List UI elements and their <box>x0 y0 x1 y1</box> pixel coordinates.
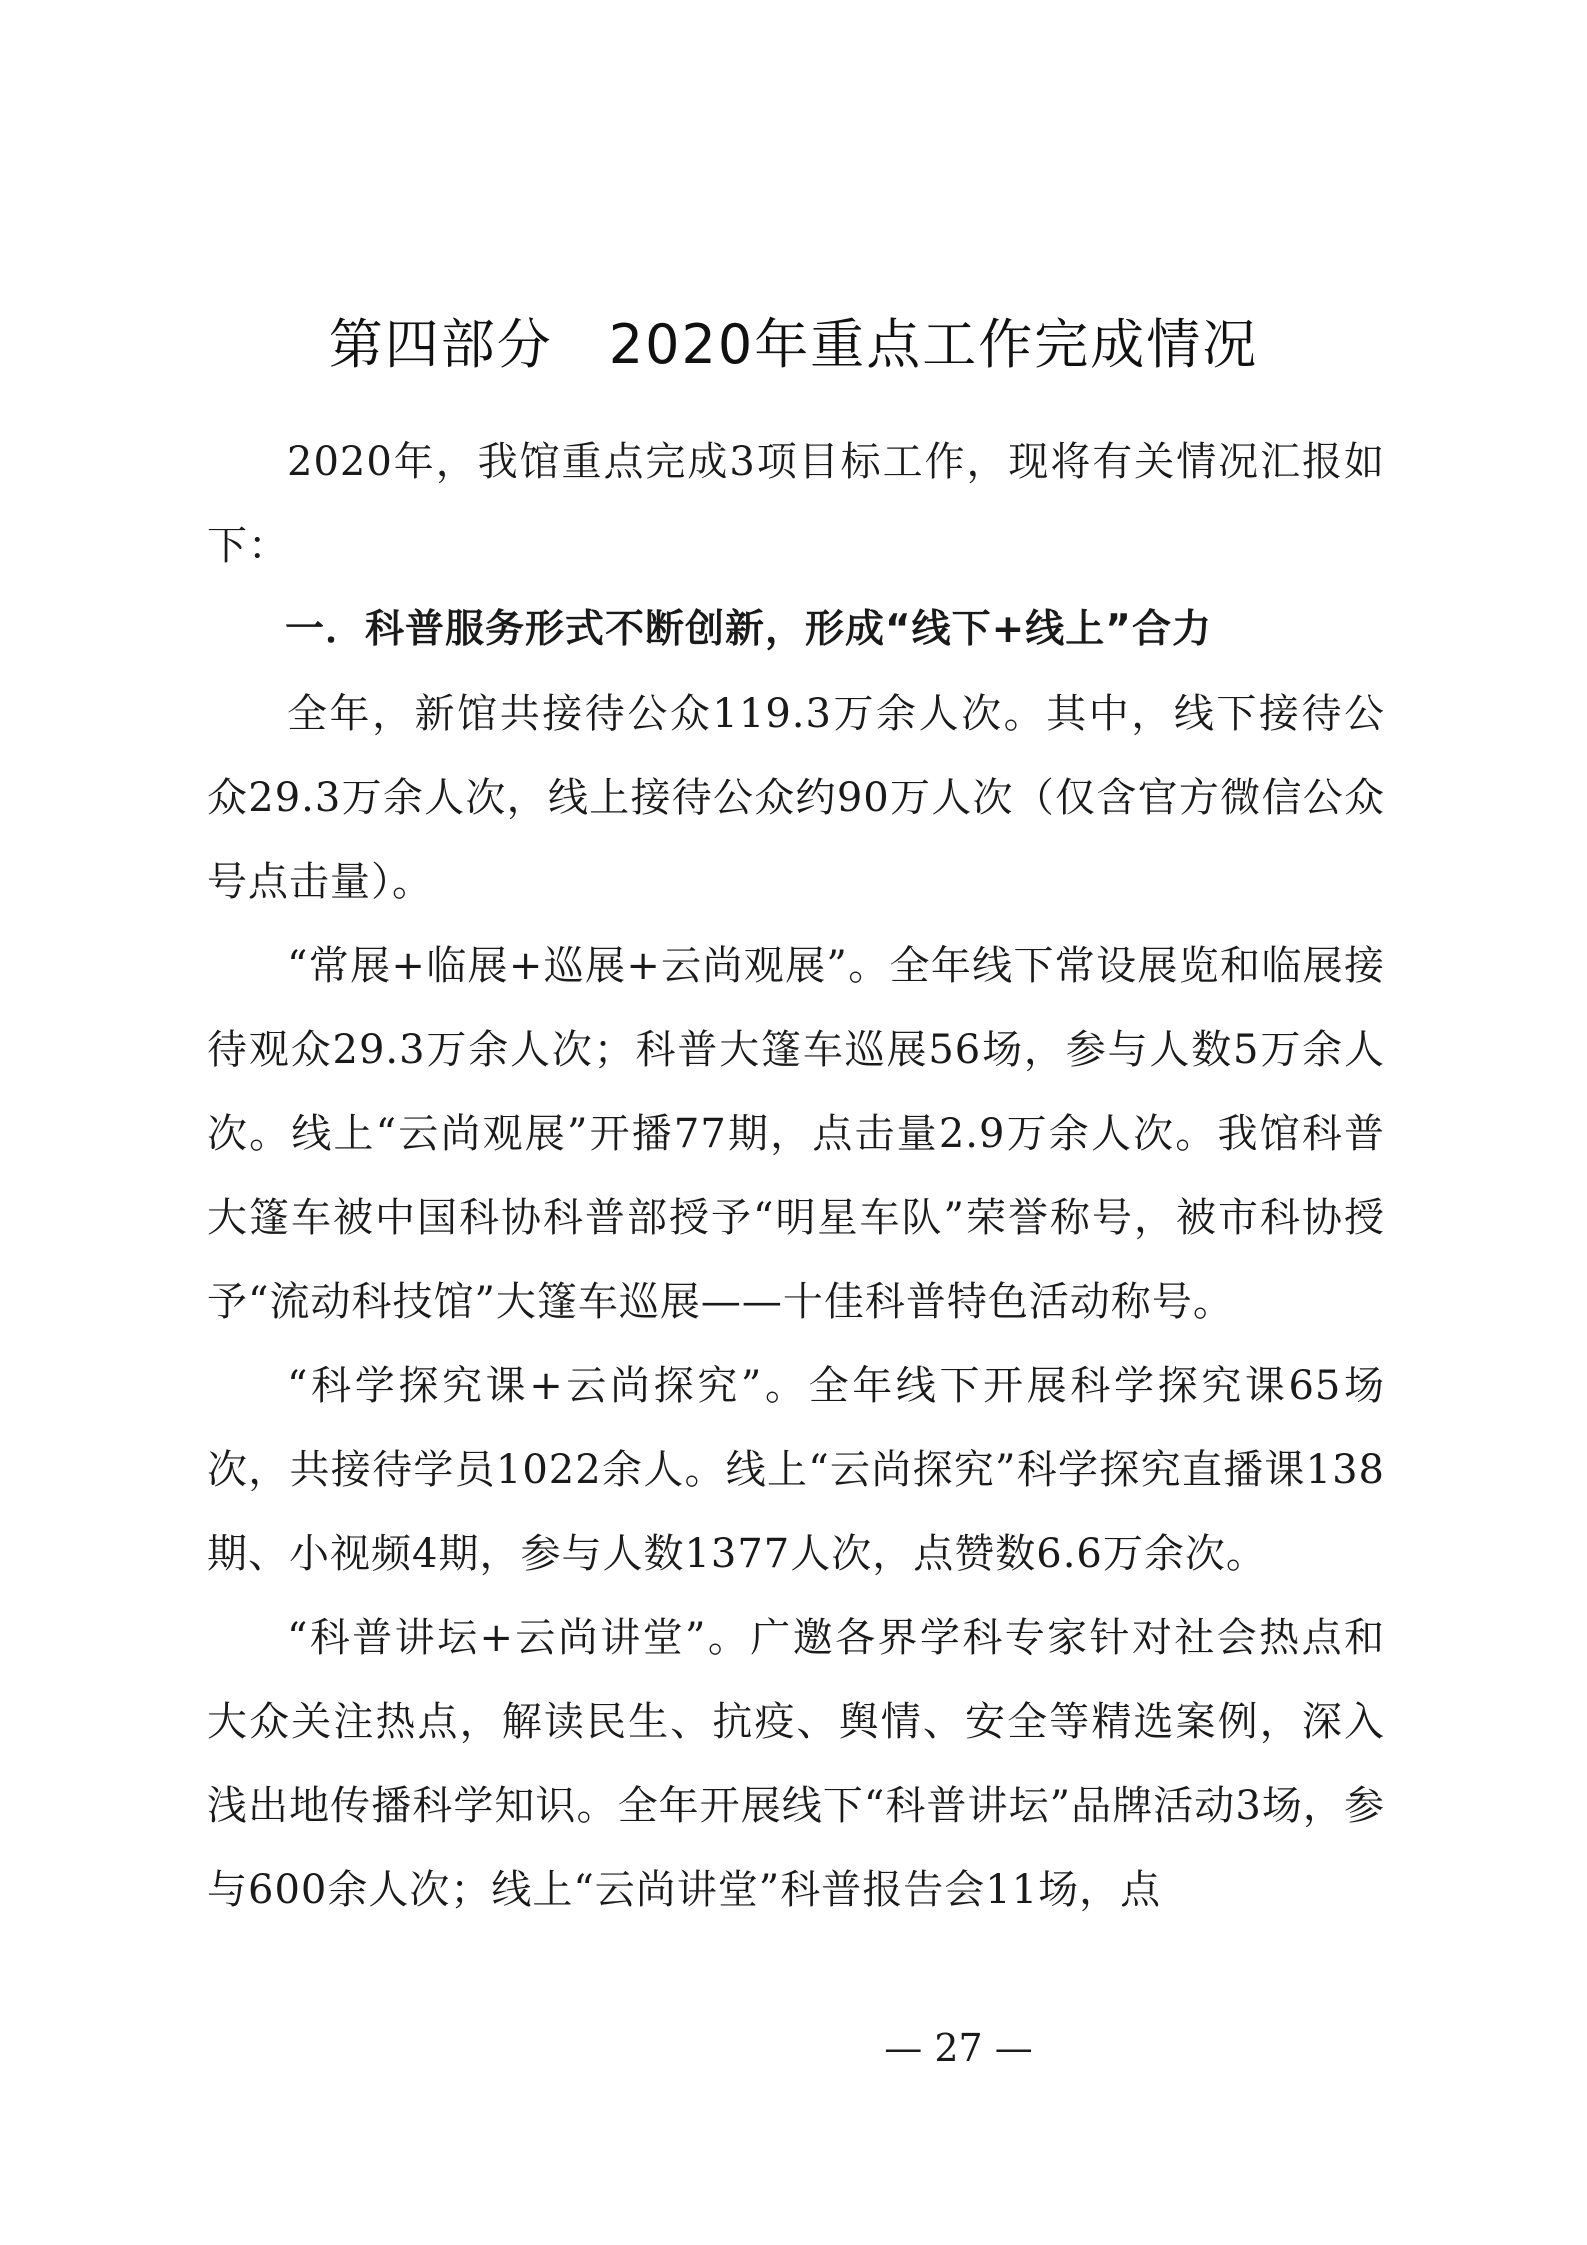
page-title: 第四部分 2020年重点工作完成情况 <box>328 313 1259 376</box>
paragraph: 全年，新馆共接待公众119.3万余人次。其中，线下接待公众29.3万余人次，线上接待公众约90万人次（仅含官方微信公众号点击量）。 <box>207 691 1385 905</box>
body-text <box>207 420 1385 1932</box>
page-number: — 27 — <box>884 2026 1033 2070</box>
paragraph: “常展+临展+巡展+云尚观展”。全年线下常设展览和临展接待观众29.3万余人次；科普大篷车巡展56场，参与人数5万余人次。线上“云尚观展”开播77期，点击量2.9万余人次。我馆科普大篷车被中国科协科普部授予“明星车队”荣誉称号，被市科协授予“流动科技馆”大篷车巡展——十佳科普特色活动称号。 <box>207 943 1385 1325</box>
paragraph: “科普讲坛+云尚讲堂”。广邀各界学科专家针对社会热点和大众关注热点，解读民生、抗疫、舆情、安全等精选案例，深入浅出地传播科学知识。全年开展线下“科普讲坛”品牌活动3场，参与600余人次；线上“云尚讲堂”科普报告会11场，点 <box>207 1615 1385 1913</box>
section-heading: 一．科普服务形式不断创新，形成“线下+线上”合力 <box>285 607 1212 652</box>
paragraph: “科学探究课+云尚探究”。全年线下开展科学探究课65场次，共接待学员1022余人。线上“云尚探究”科学探究直播课138期、小视频4期，参与人数1377人次，点赞数6.6万余次。 <box>207 1363 1385 1577</box>
intro-paragraph: 2020年，我馆重点完成3项目标工作，现将有关情况汇报如下： <box>207 439 1385 569</box>
